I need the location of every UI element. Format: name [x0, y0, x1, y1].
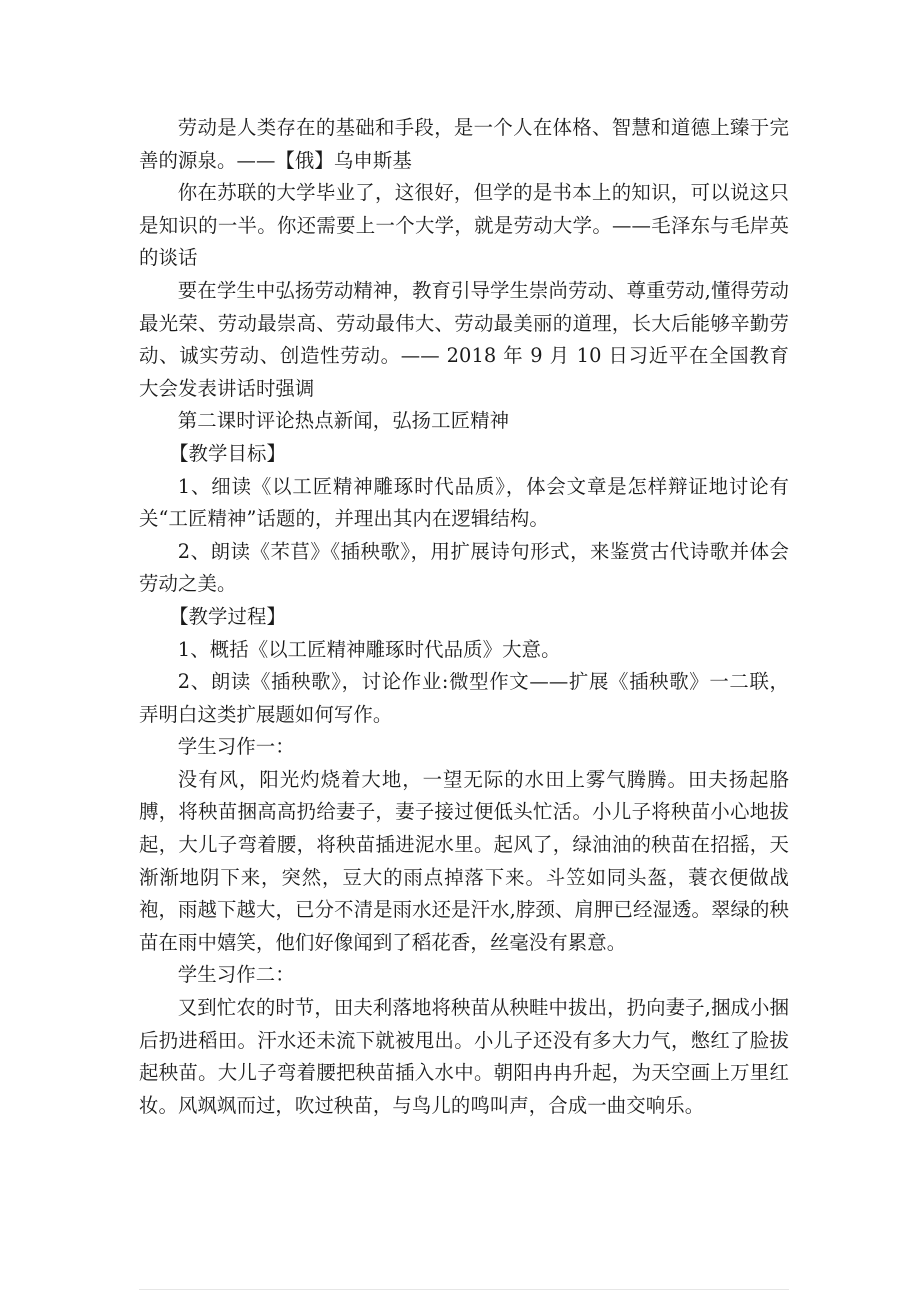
quote-xi: 要在学生中弘扬劳动精神，教育引导学生崇尚劳动、尊重劳动,懂得劳动最光荣、劳动最崇高、劳动最伟大、劳动最美丽的道理，长大后能够辛勤劳动、诚实劳动、创造性劳动。—— 2018 年 9 月 10 日习近平在全国教育大会发表讲话时强调	[139, 278, 789, 400]
process-item-1: 1、概括《以工匠精神雕琢时代品质》大意。	[177, 637, 561, 661]
document-body	[139, 112, 789, 1122]
student-essay-1-body: 没有风，阳光灼烧着大地，一望无际的水田上雾气腾腾。田夫扬起胳膊，将秧苗捆高高扔给妻子，妻子接过便低头忙活。小儿子将秧苗小心地拔起，大儿子弯着腰，将秧苗插进泥水里。起风了，绿油油的秧苗在招摇，天渐渐地阴下来，突然，豆大的雨点掉落下来。斗笠如同头盔，蓑衣便做战袍，雨越下越大，已分不清是雨水还是汗水,脖颈、肩胛已经湿透。翠绿的秧苗在雨中嬉笑，他们好像闻到了稻花香，丝毫没有累意。	[139, 767, 789, 954]
student-essay-2-body: 又到忙农的时节，田夫利落地将秧苗从秧畦中拔出，扔向妻子,捆成小捆后扔进稻田。汗水还未流下就被甩出。小儿子还没有多大力气，憋红了脸拔起秧苗。大儿子弯着腰把秧苗插入水中。朝阳冉冉升起，为天空画上万里红妆。风飒飒而过，吹过秧苗，与鸟儿的鸣叫声，合成一曲交响乐。	[139, 996, 789, 1117]
quote-ushinsky: 劳动是人类存在的基础和手段，是一个人在体格、智慧和道德上臻于完善的源泉。——【俄】乌申斯基	[139, 116, 789, 172]
quote-mao: 你在苏联的大学毕业了，这很好，但学的是书本上的知识，可以说这只是知识的一半。你还需要上一个大学，就是劳动大学。——毛泽东与毛岸英的谈话	[139, 181, 789, 270]
teaching-goals-heading: 【教学目标】	[169, 441, 287, 465]
student-essay-2-heading: 学生习作二：	[177, 963, 295, 987]
page-bottom-rule	[139, 1289, 789, 1290]
goal-item-1: 1、细读《以工匠精神雕琢时代品质》，体会文章是怎样辩证地讨论有关“工匠精神”话题的，并理出其内在逻辑结构。	[139, 474, 789, 531]
process-item-2: 2、朗读《插秧歌》，讨论作业:微型作文——扩展《插秧歌》一二联，弄明白这类扩展题如何写作。	[139, 670, 789, 726]
student-essay-1-heading: 学生习作一：	[177, 735, 295, 759]
teaching-process-heading: 【教学过程】	[169, 604, 287, 628]
goal-item-2: 2、朗读《芣苢》《插秧歌》，用扩展诗句形式，来鉴赏古代诗歌并体会劳动之美。	[139, 539, 789, 596]
lesson-heading: 第二课时评论热点新闻，弘扬工匠精神	[177, 409, 510, 433]
